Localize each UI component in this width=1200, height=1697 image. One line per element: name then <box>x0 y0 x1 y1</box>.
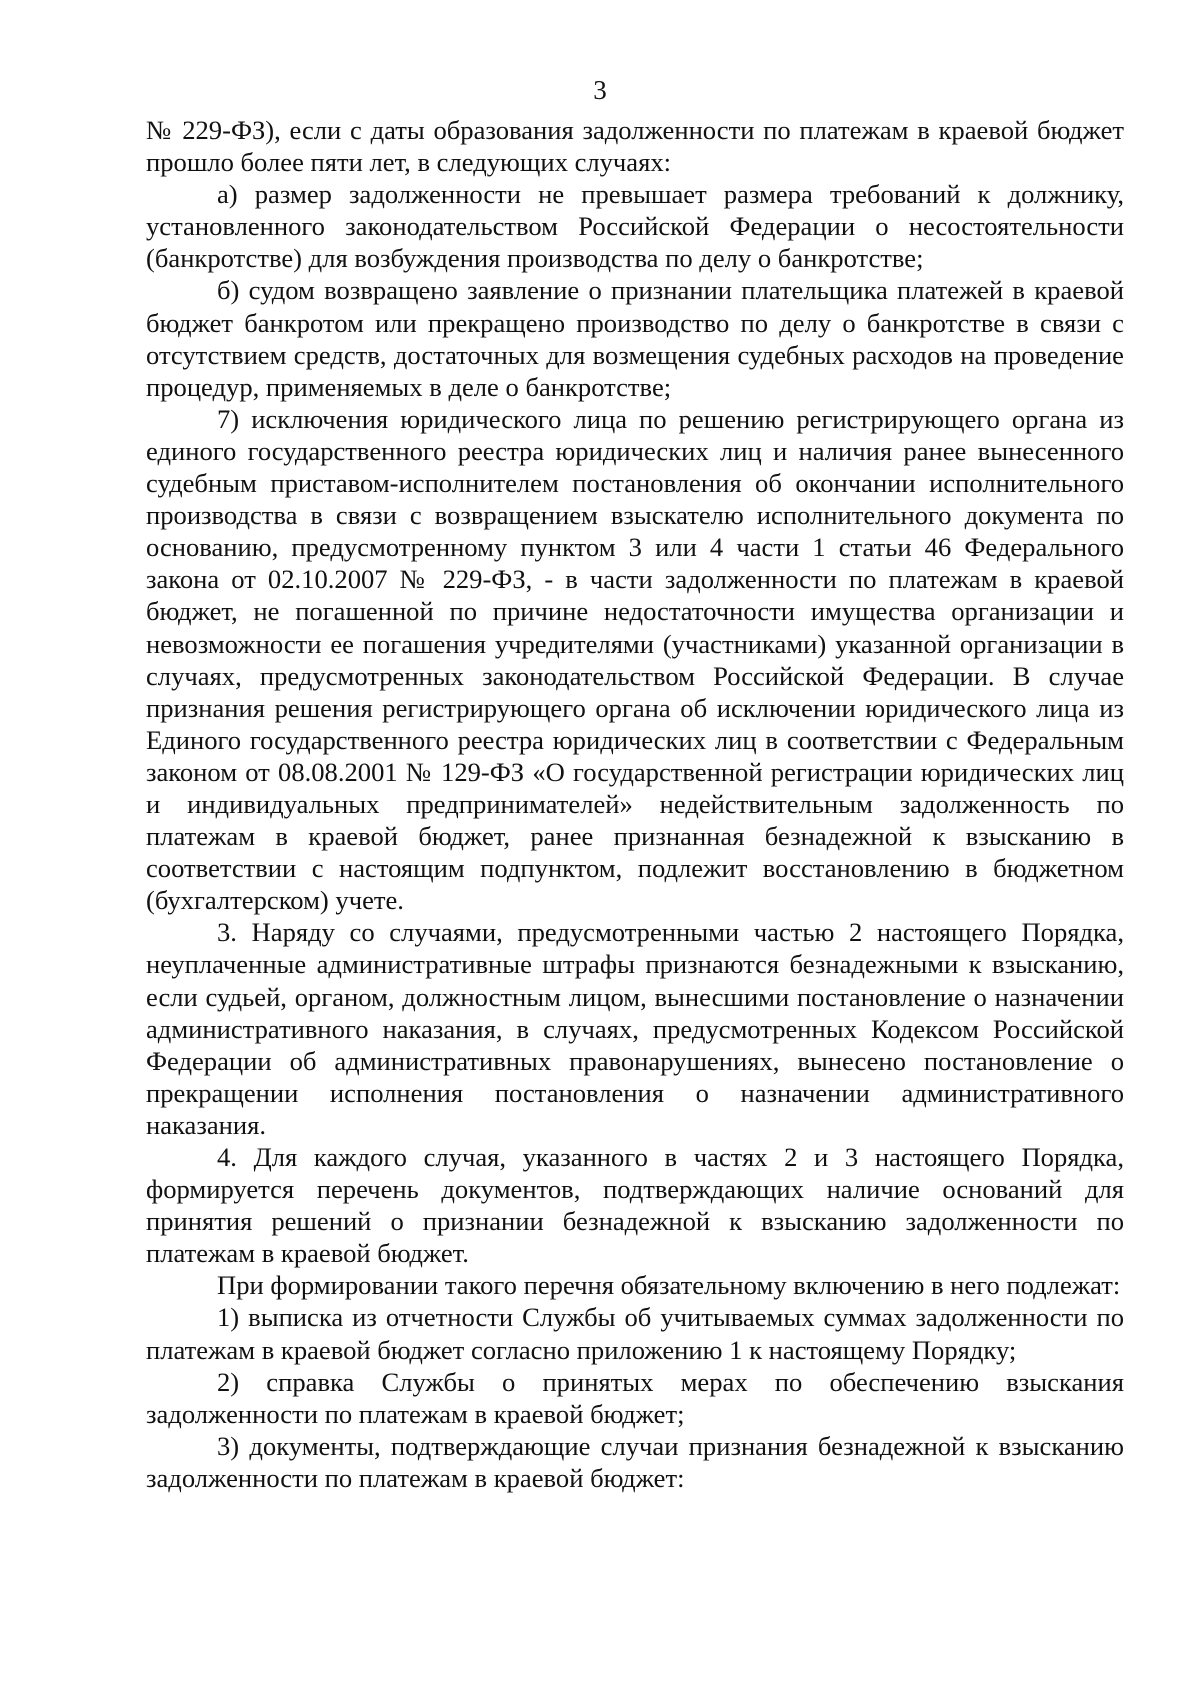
paragraph: При формировании такого перечня обязательному включению в него подлежат: <box>217 1270 1121 1301</box>
paragraph: 7) исключения юридического лица по решению регистрирующего органа из единого государственного реестра юридических лиц и наличия ранее вынесенного судебным приставом-исполнителем постановления об окончании исполнительного производства в связи с возвращением взыскателю исполнительного документа по основанию, предусмотренному пунктом 3 или 4 части 1 статьи 46 Федерального закона от 02.10.2007 № 229-ФЗ, - в части задолженности по платежам в краевой бюджет, не погашенной по причине недостаточности имущества организации и невозможности ее погашения учредителями (участниками) указанной организации в случаях, предусмотренных законодательством Российской Федерации. В случае признания решения регистрирующего органа об исключении юридического лица из Единого государственного реестра юридических лиц в соответствии с Федеральным законом от 08.08.2001 № 129-ФЗ «О государственной регистрации юридических лиц и индивидуальных предпринимателей» недействительным задолженность по платежам в краевой бюджет, ранее признанная безнадежной к взысканию в соответствии с настоящим подпунктом, подлежит восстановлению в бюджетном (бухгалтерском) учете. <box>146 403 1124 916</box>
paragraph: 3) документы, подтверждающие случаи признания безнадежной к взысканию задолженности по платежам в краевой бюджет: <box>146 1430 1124 1493</box>
paragraph: 2) справка Службы о принятых мерах по обеспечению взыскания задолженности по платежам в краевой бюджет; <box>146 1366 1124 1429</box>
paragraph: а) размер задолженности не превышает размера требований к должнику, установленного законодательством Российской Федерации о несостоятельности (банкротстве) для возбуждения производства по делу о банкротстве; <box>146 179 1124 274</box>
paragraph: № 229-ФЗ), если с даты образования задолженности по платежам в краевой бюджет прошло более пяти лет, в следующих случаях: <box>146 115 1124 178</box>
document-body <box>146 114 1124 1494</box>
paragraph: б) судом возвращено заявление о признании плательщика платежей в краевой бюджет банкротом или прекращено производство по делу о банкротстве в связи с отсутствием средств, достаточных для возмещения судебных расходов на проведение процедур, применяемых в деле о банкротстве; <box>146 275 1124 402</box>
paragraph: 3. Наряду со случаями, предусмотренными частью 2 настоящего Порядка, неуплаченные административные штрафы признаются безнадежными к взысканию, если судьей, органом, должностным лицом, вынесшими постановление о назначении административного наказания, в случаях, предусмотренных Кодексом Российской Федерации об административных правонарушениях, вынесено постановление о прекращении исполнения постановления о назначении административного наказания. <box>146 917 1124 1140</box>
paragraph: 1) выписка из отчетности Службы об учитываемых суммах задолженности по платежам в краевой бюджет согласно приложению 1 к настоящему Порядку; <box>146 1302 1124 1365</box>
page-number: 3 <box>593 75 607 105</box>
paragraph: 4. Для каждого случая, указанного в частях 2 и 3 настоящего Порядка, формируется перечень документов, подтверждающих наличие оснований для принятия решений о признании безнадежной к взысканию задолженности по платежам в краевой бюджет. <box>146 1142 1124 1269</box>
